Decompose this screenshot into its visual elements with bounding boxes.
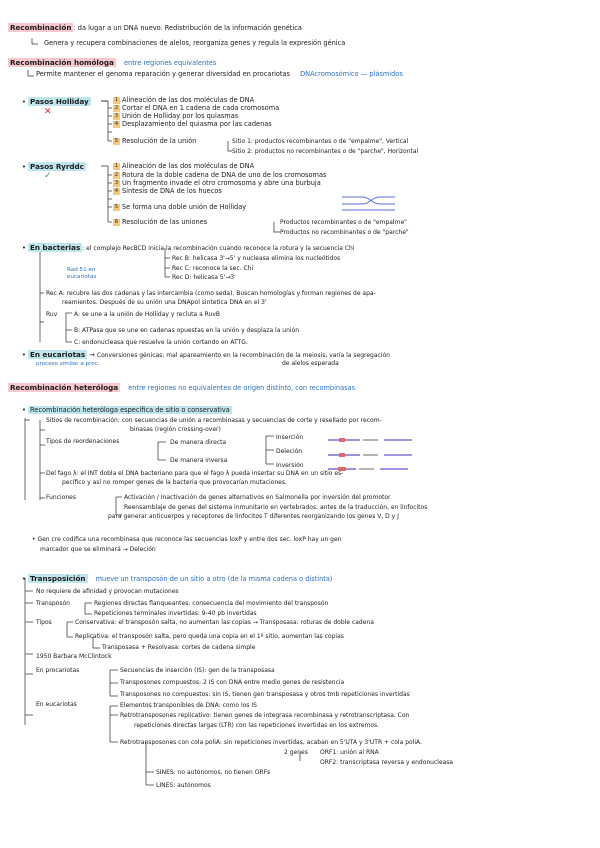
inversion-label: Inversión <box>276 462 304 469</box>
homologa-line <box>8 58 216 68</box>
tipos-label: Tipos de reordenaciones <box>46 438 120 445</box>
euc-2b: repeticiones directas largas (LTR) con las repeticiones invertidas en los extremos. <box>134 722 380 729</box>
sitio-1: Sitio 1: productos recombinantes o de "empalme", Vertical <box>232 138 409 145</box>
recombinacion-function: Genera y recupera combinaciones de alelos, reorganiza genes y regula la expresión génica <box>44 39 346 47</box>
transposon-2: Repeticiones terminales invertidas: 9-40 pb invertidas <box>94 610 257 617</box>
ryrddc-label-line: • Pasos Ryrddc <box>22 162 84 171</box>
holliday-step-5: 5 Resolución de la unión <box>114 137 197 145</box>
ruvc-line: C: endonucleasa que resuelve la unión cortando en ATTG. <box>74 339 248 346</box>
bacterias-text: : el complejo RecBCD inicia la recombinación cuando reconoce la rotura y la secuencia Chi <box>82 245 355 252</box>
reca-line-1: Rec A: recubre las dos cadenas y las intercambia (como seda). Buscan homologías y forman regiones de apa- <box>46 290 376 297</box>
rad51-note: Rad 51 en eucariotas <box>67 267 97 280</box>
bacterias-line: • En bacterias : el complejo RecBCD inicia la recombinación cuando reconoce la rotura y la secuencia Chi <box>22 243 355 252</box>
ryrddc-step-1: 1 Alineación de las dos moléculas de DNA <box>114 162 255 170</box>
replicativa-2: Transposasa + Resolvasa: cortes de cadena simple <box>102 644 256 651</box>
sitios-line-1: Sitios de recombinación: con secuencias de unión a recombinasas y secuencias de corte y resellado por recom- <box>46 417 382 424</box>
sitio-2: Sitio 2: productos no recombinantes o de "parche", Horizontal <box>232 148 419 155</box>
heterologa-note: entre regiones no equivalentes de origen distinto, con recombinasas <box>128 384 356 392</box>
eucariotas-note: proceso similar a proc. <box>36 361 100 367</box>
holliday-cross-icon: ✕ <box>44 107 52 117</box>
transposon-label: Transposón <box>36 600 70 607</box>
proc-1: Secuencias de inserción (IS): gen de la transposasa <box>120 667 275 674</box>
conservativa-line: Conservativa: el transposón salta, no aumentan las copias → Transposasa: roturas de doble cadena <box>75 619 374 626</box>
euc-3: Retrotransposones con cola poliA: sin repeticiones invertidas, acaban en 5'UTA y 3'UTR + cola poliA. <box>120 739 422 746</box>
sitios-line-2: binasas (región crossing-over) <box>130 426 221 433</box>
euc-1: Elementos transponibles de DNA: como los IS <box>120 702 257 709</box>
heterologa-title: Recombinación heteróloga <box>10 383 119 392</box>
reca-line-2: reamientos. Después de su unión una DNApol sintetica DNA en el 3' <box>62 299 267 306</box>
fago-line-2: pecífico y así no romper genes de la bacteria que provocarían mutaciones. <box>62 479 287 486</box>
holliday-step-4: 4 Desplazamiento del quiasma por las cadenas <box>114 120 272 128</box>
eucariotas-text: Conversiones génicas: mal apareamiento en la recombinación de la meiosis, varía la segregación <box>96 352 390 359</box>
proc-2: Transposones compuestos: 2 IS con DNA entre medio genes de resistencia <box>120 679 345 686</box>
tipos-trans-label: Tipos <box>36 619 52 626</box>
funciones-3: para generar anticuerpos y receptores de linfocitos T diferentes reorganizando los genes V, D y J <box>108 513 399 520</box>
ryrddc-step-2: 2 Rotura de la doble cadena de DNA de uno de los cromosomas <box>114 171 327 179</box>
holliday-step-1: 1 Alineación de las dos moléculas de DNA <box>114 96 255 104</box>
lines: LINES: autónomos <box>156 782 211 789</box>
homologa-title: Recombinación homóloga <box>10 58 114 67</box>
eucariotas-text-2: de alelos esperada <box>282 360 339 367</box>
ruv-label: Ruv <box>46 311 58 318</box>
holliday-step-2: 2 Cortar el DNA en 1 cadena de cada cromosoma <box>114 104 280 112</box>
ruvb-line: B: ATPasa que se une en cadenas opuestas en la unión y desplaza la unión <box>74 327 300 334</box>
especifica-title: Recombinación heteróloga específica de sitio o conservativa <box>30 406 230 414</box>
mcclintock: 1950 Barbara McClintock <box>36 653 112 660</box>
ryrddc-step-4: 4 Síntesis de DNA de los huecos <box>114 187 222 195</box>
ryrddc-label: Pasos Ryrddc <box>30 162 84 171</box>
directa-label: De manera directa <box>170 439 227 446</box>
productos-recombinantes: Productos recombinantes o de "empalme" <box>280 219 407 226</box>
eucariotas-label: En eucariotas <box>30 350 86 359</box>
sines: SINES: no autónomos, no tienen ORFs <box>156 769 271 776</box>
homologa-purpose-line <box>36 70 403 79</box>
homologa-purpose-note: DNAcromosómico — plásmidos <box>300 70 403 78</box>
ryrddc-step-3: 3 Un fragmento invade el otro cromosoma y abre una burbuja <box>114 179 321 187</box>
ryrddc-check-icon: ✓ <box>44 171 52 181</box>
holliday-step-3: 3 Unión de Holliday por los quiasmas <box>114 112 239 120</box>
cre-line-1: • Gen cre codifica una recombinasa que reconoce las secuencias loxP y entre dos sec. loxP hay un gen <box>32 536 342 543</box>
homologa-note: entre regiones equivalentes <box>123 59 217 67</box>
euc-trans-label: En eucariotas <box>36 701 77 708</box>
cre-line-2: marcador que se eliminará → Deleción <box>40 546 156 553</box>
bacterias-label: En bacterias <box>30 243 81 252</box>
no-requiere: No requiere de afinidad y provocan mutaciones <box>36 588 179 595</box>
fago-line-1: Del fago λ: el INT dobla el DNA bacteriano para que el fago λ pueda insertar su DNA en un sitio es- <box>46 470 344 477</box>
transposicion-note: mueve un transposón de un sitio a otro (de la misma cadena o distinta) <box>95 575 333 583</box>
recombinacion-title: Recombinación <box>10 23 72 32</box>
productos-no-recombinantes: Productos no recombinantes o de "parche" <box>280 229 409 236</box>
euc-2: Retrotransposones replicativo: tienen genes de integrasa recombinasa y retrotranscriptasa. Con <box>120 712 410 719</box>
funciones-1: Activación / Inactivación de genes alternativos en Salmonella por inversión del promotor <box>124 494 391 501</box>
replicativa-line: Replicativa: el transposón salta, pero queda una copia en el 1º sitio, aumentan las copias <box>75 633 344 640</box>
eucariotas-line: • En eucariotas → Conversiones génicas: mal apareamiento en la recombinación de la meiosis, varía la segregación <box>22 350 390 359</box>
two-genes: 2 genes <box>284 749 308 756</box>
orf1: ORF1: unión al RNA <box>320 749 379 756</box>
ryrddc-step-6: 6 Resolución de las uniones <box>114 218 208 226</box>
transposon-1: Regiones directas flanqueantes: consecuencia del movimiento del transposón <box>94 600 329 607</box>
recombinacion-definition: : da lugar a un DNA nuevo. Redistribución de la información genética <box>73 24 302 32</box>
procariotas-label: En procariotas <box>36 667 80 674</box>
holliday-label-line: • Pasos Holliday <box>22 97 89 106</box>
ryrddc-step-5: 5 Se forma una doble unión de Holliday <box>114 203 247 211</box>
funciones-label: Funciones <box>46 494 76 501</box>
transposicion-title: Transposición <box>30 574 86 583</box>
homologa-purpose: Permite mantener el genoma reparación y generar diversidad en procariotas <box>36 70 290 78</box>
holliday-label: Pasos Holliday <box>30 97 89 106</box>
heterologa-line <box>8 383 355 393</box>
especifica-line: • Recombinación heteróloga específica de sitio o conservativa <box>22 406 230 414</box>
recombinacion-line <box>8 23 302 33</box>
ruva-line: A: se une a la unión de Holliday y recluta a RuvB <box>74 311 221 318</box>
recd-line: Rec D: helicasa 5'→3' <box>172 274 236 281</box>
delecion-label: Deleción <box>276 448 303 455</box>
funciones-2: Reensamblaje de genes del sistema inmunitario en vertebrados: antes de la traducción, en linfocitos <box>124 504 428 511</box>
proc-3: Transposones no compuestos: sin IS, tienen gen transposasa y otros tmb repeticiones invertidas <box>120 691 410 698</box>
orf2: ORF2: transcriptasa reversa y endonucleasa <box>320 759 454 766</box>
inversa-label: De manera inversa <box>170 457 228 464</box>
transposicion-line: • Transposición mueve un transposón de un sitio a otro (de la misma cadena o distinta) <box>22 574 333 583</box>
recc-line: Rec C: reconoce la sec. Chi <box>172 265 254 272</box>
recb-line: Rec B: helicasa 3'→5' y nucleasa elimina los nucleótidos <box>172 255 341 262</box>
insercion-label: Inserción <box>276 434 304 441</box>
